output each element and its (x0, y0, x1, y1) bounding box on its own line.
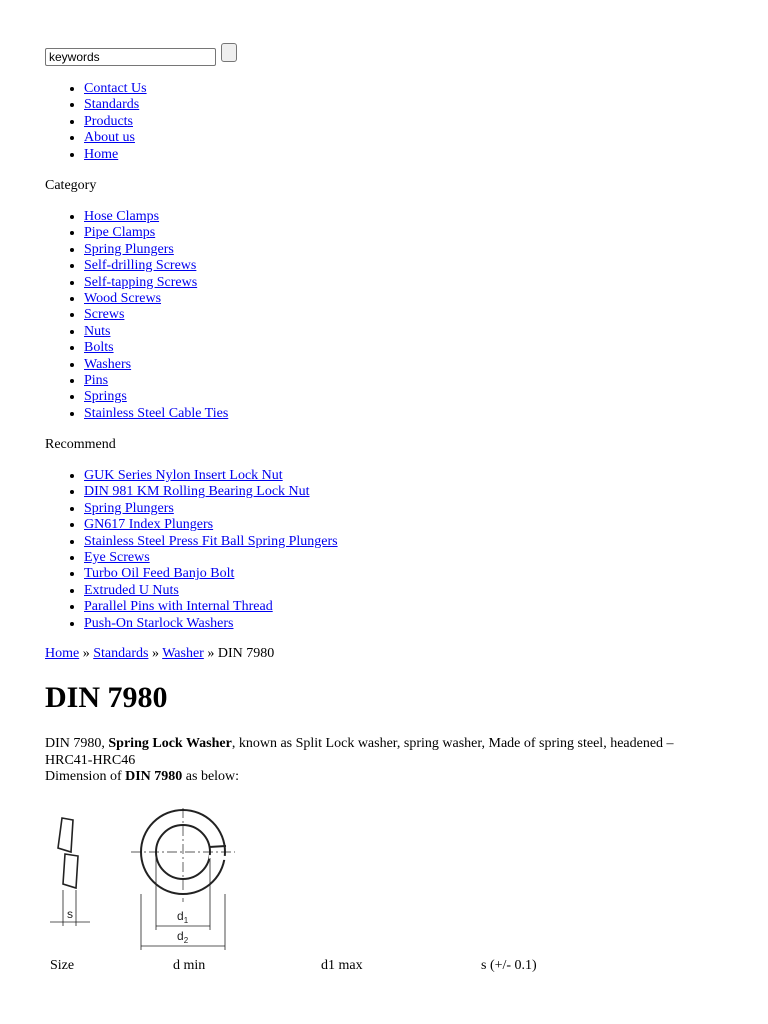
list-item (84, 583, 338, 599)
category-link-self-drilling-screws[interactable]: Self-drilling Screws (84, 258, 197, 274)
recommend-link[interactable]: Eye Screws (84, 549, 150, 565)
washer-side-lower (63, 854, 78, 888)
list-item (84, 468, 338, 484)
recommend-link[interactable]: DIN 981 KM Rolling Bearing Lock Nut (84, 484, 310, 500)
dimension-intro (45, 769, 685, 786)
split-gap-top (209, 846, 226, 847)
category-link-cable-ties[interactable]: Stainless Steel Cable Ties (84, 405, 229, 421)
search-input[interactable] (45, 48, 216, 66)
dimension-bold: DIN 7980 (125, 769, 183, 784)
dim-label-d2 (177, 929, 189, 945)
column-header-d-min: d min (173, 958, 206, 973)
list-item (84, 373, 228, 389)
list-item (84, 258, 228, 274)
nav-item-products (84, 114, 147, 130)
column-header-s: s (+/- 0.1) (481, 958, 537, 973)
recommend-link[interactable]: Extruded U Nuts (84, 582, 179, 598)
list-item (84, 242, 228, 258)
recommend-link[interactable]: Stainless Steel Press Fit Ball Spring Plungers (84, 533, 338, 549)
list-item (84, 291, 228, 307)
category-link-self-tapping-screws[interactable]: Self-tapping Screws (84, 274, 198, 290)
list-item (84, 357, 228, 373)
recommend-link[interactable]: Push-On Starlock Washers (84, 615, 234, 631)
dimension-table-header (45, 957, 745, 975)
nav-link-contact-us[interactable]: Contact Us (84, 81, 147, 96)
breadcrumb-separator: » (151, 646, 159, 661)
search-button[interactable] (221, 43, 237, 62)
list-item (84, 209, 228, 225)
category-link-screws[interactable]: Screws (84, 307, 125, 323)
list-item (84, 340, 228, 356)
list-item (84, 550, 338, 566)
nav-link-about-us[interactable]: About us (84, 130, 135, 146)
dim-label-d1-sub: 1 (183, 916, 189, 925)
dim-label-d1 (177, 909, 189, 925)
list-item (84, 566, 338, 582)
product-description (45, 736, 685, 786)
breadcrumb (45, 646, 274, 662)
breadcrumb-home[interactable]: Home (45, 646, 80, 661)
category-link-spring-plungers[interactable]: Spring Plungers (84, 241, 174, 257)
category-link-bolts[interactable]: Bolts (84, 340, 114, 356)
washer-side-upper (58, 818, 73, 852)
washer-dimension-drawing (45, 808, 245, 953)
list-item (84, 389, 228, 405)
list-item (84, 599, 338, 615)
nav-link-home[interactable]: Home (84, 146, 119, 162)
column-header-d1-max: d1 max (321, 958, 363, 973)
category-link-nuts[interactable]: Nuts (84, 323, 111, 339)
category-link-wood-screws[interactable]: Wood Screws (84, 290, 162, 306)
nav-item-home (84, 147, 147, 163)
breadcrumb-separator: » (82, 646, 90, 661)
split-gap-bottom (209, 857, 226, 858)
description-paragraph (45, 736, 685, 769)
page-title: DIN 7980 (45, 681, 168, 714)
dimension-prefix: Dimension of (45, 769, 126, 784)
nav-item-contact-us (84, 81, 147, 97)
list-item (84, 484, 338, 500)
dim-label-d2-main: d (177, 929, 184, 943)
main-nav (45, 81, 147, 163)
category-link-springs[interactable]: Springs (84, 389, 127, 405)
recommend-link[interactable]: Spring Plungers (84, 500, 174, 516)
description-suffix: , known as Split Lock washer, spring washer, Made of spring steel, headened – HRC41-HRC46 (45, 736, 674, 768)
category-list (45, 209, 228, 422)
dimension-suffix: as below: (182, 769, 240, 784)
dim-label-d2-sub: 2 (183, 936, 189, 945)
recommend-heading: Recommend (45, 437, 116, 452)
breadcrumb-separator: » (207, 646, 215, 661)
list-item (84, 517, 338, 533)
list-item (84, 275, 228, 291)
recommend-list (45, 468, 338, 632)
description-bold: Spring Lock Washer (108, 736, 232, 751)
category-link-hose-clamps[interactable]: Hose Clamps (84, 209, 160, 224)
list-item (84, 534, 338, 550)
list-item (84, 616, 338, 632)
breadcrumb-current: DIN 7980 (217, 646, 275, 661)
column-header-size: Size (50, 958, 75, 973)
description-prefix: DIN 7980, (45, 736, 109, 751)
dim-label-s: s (67, 907, 73, 921)
list-item (84, 324, 228, 340)
list-item (84, 225, 228, 241)
category-link-pipe-clamps[interactable]: Pipe Clamps (84, 225, 156, 241)
dim-label-d1-main: d (177, 909, 184, 923)
breadcrumb-washer[interactable]: Washer (162, 646, 204, 661)
nav-item-about-us (84, 130, 147, 146)
list-item (84, 406, 228, 422)
category-heading: Category (45, 178, 97, 193)
nav-link-products[interactable]: Products (84, 113, 133, 129)
recommend-link[interactable]: GN617 Index Plungers (84, 517, 214, 533)
category-link-washers[interactable]: Washers (84, 356, 132, 372)
list-item (84, 307, 228, 323)
breadcrumb-standards[interactable]: Standards (93, 646, 149, 661)
nav-item-standards (84, 97, 147, 113)
recommend-link[interactable]: Turbo Oil Feed Banjo Bolt (84, 566, 235, 582)
list-item (84, 501, 338, 517)
recommend-link[interactable]: Parallel Pins with Internal Thread (84, 599, 273, 615)
category-link-pins[interactable]: Pins (84, 372, 109, 388)
nav-link-standards[interactable]: Standards (84, 97, 140, 113)
recommend-link[interactable]: GUK Series Nylon Insert Lock Nut (84, 468, 283, 483)
